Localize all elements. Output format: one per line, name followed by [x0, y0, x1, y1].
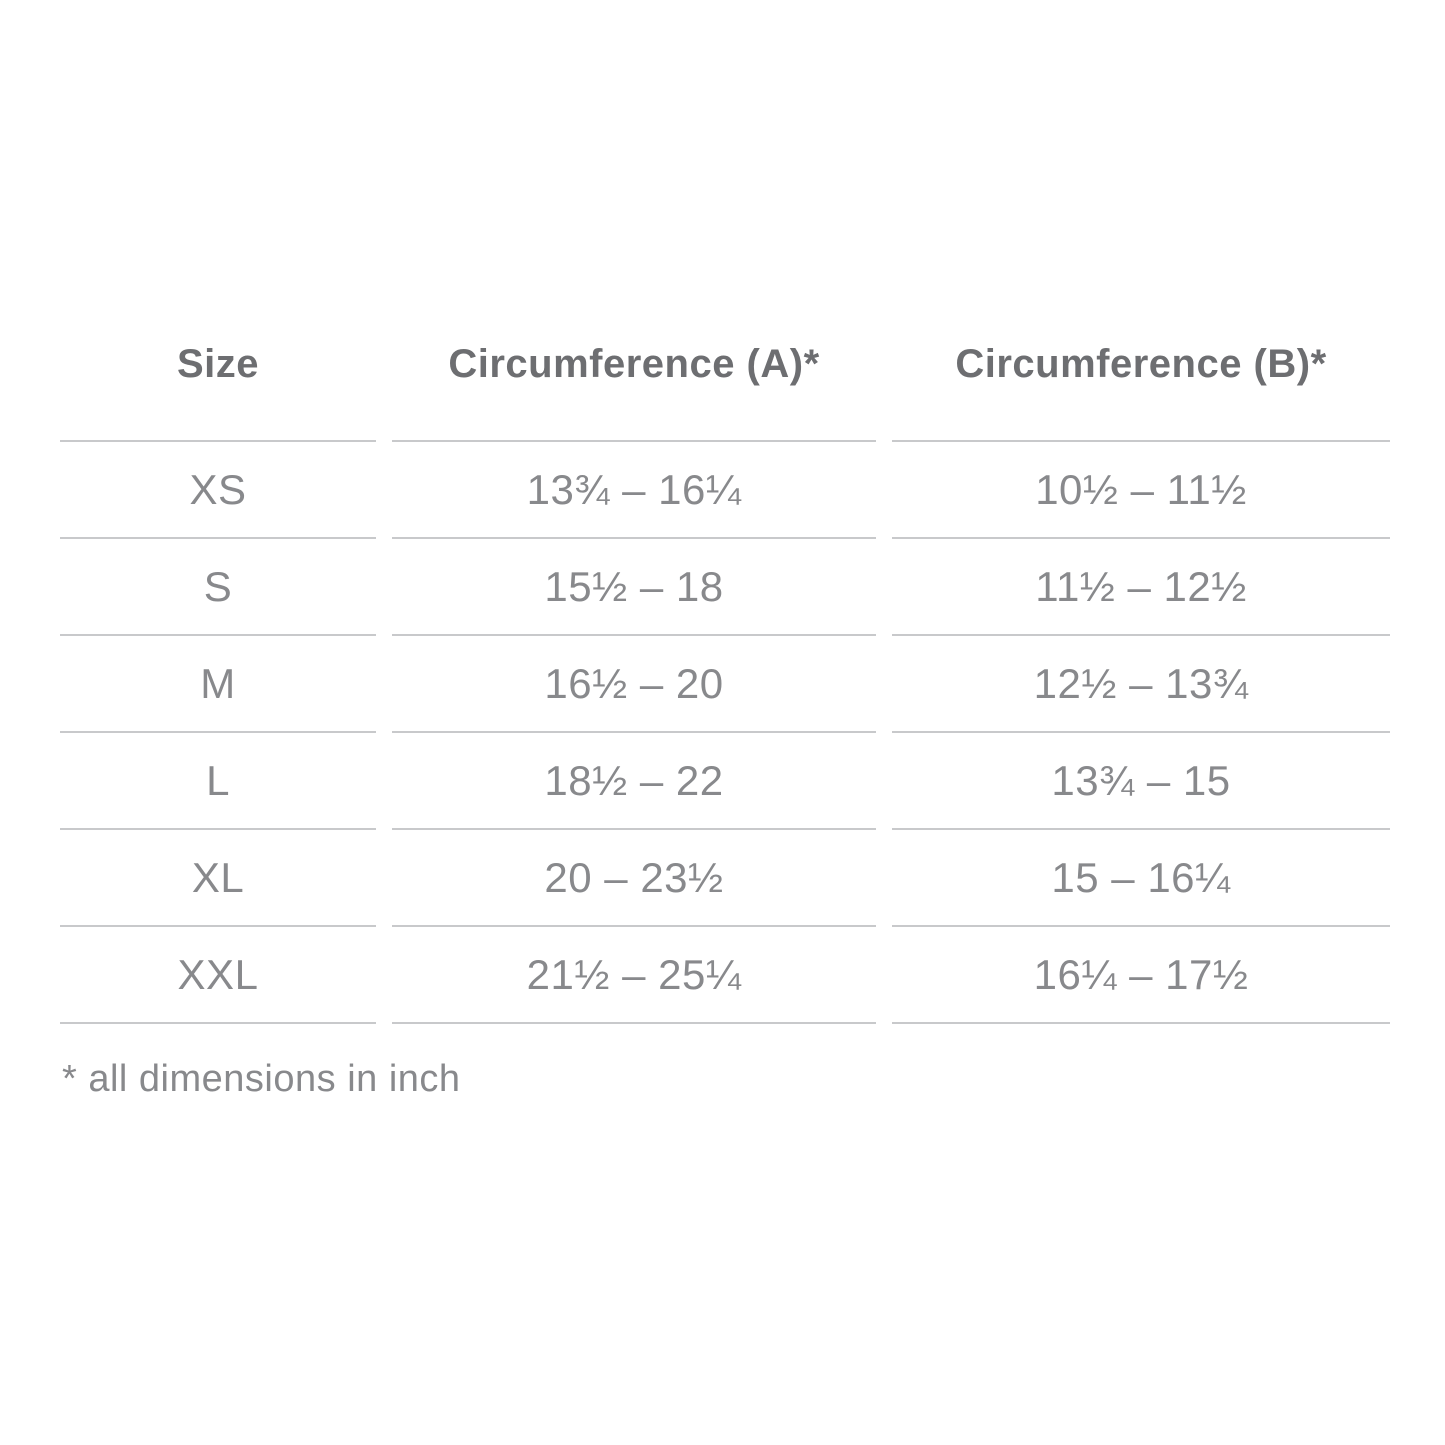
dimensions-footnote: * all dimensions in inch	[62, 1058, 461, 1100]
circumference-b-value: 10½ – 11½	[892, 442, 1390, 539]
circumference-a-value: 20 – 23½	[392, 830, 876, 927]
circumference-a-value: 16½ – 20	[392, 636, 876, 733]
size-label: L	[60, 733, 376, 830]
size-chart-table	[60, 330, 1390, 1024]
circumference-b-value: 13¾ – 15	[892, 733, 1390, 830]
circumference-b-value: 16¼ – 17½	[892, 927, 1390, 1024]
table-row-s	[60, 539, 1390, 636]
table-row-l	[60, 733, 1390, 830]
table-row-xs	[60, 442, 1390, 539]
size-label: S	[60, 539, 376, 636]
size-label: XXL	[60, 927, 376, 1024]
size-label: M	[60, 636, 376, 733]
size-label: XL	[60, 830, 376, 927]
circumference-a-value: 18½ – 22	[392, 733, 876, 830]
column-header-circumference-b: Circumference (B)*	[892, 330, 1390, 442]
circumference-b-value: 15 – 16¼	[892, 830, 1390, 927]
circumference-b-value: 11½ – 12½	[892, 539, 1390, 636]
size-label: XS	[60, 442, 376, 539]
circumference-a-value: 21½ – 25¼	[392, 927, 876, 1024]
circumference-a-value: 15½ – 18	[392, 539, 876, 636]
column-header-circumference-a: Circumference (A)*	[392, 330, 876, 442]
table-row-xxl	[60, 927, 1390, 1024]
table-header-row	[60, 330, 1390, 442]
circumference-a-value: 13¾ – 16¼	[392, 442, 876, 539]
table-row-xl	[60, 830, 1390, 927]
column-header-size: Size	[60, 330, 376, 442]
circumference-b-value: 12½ – 13¾	[892, 636, 1390, 733]
table-row-m	[60, 636, 1390, 733]
